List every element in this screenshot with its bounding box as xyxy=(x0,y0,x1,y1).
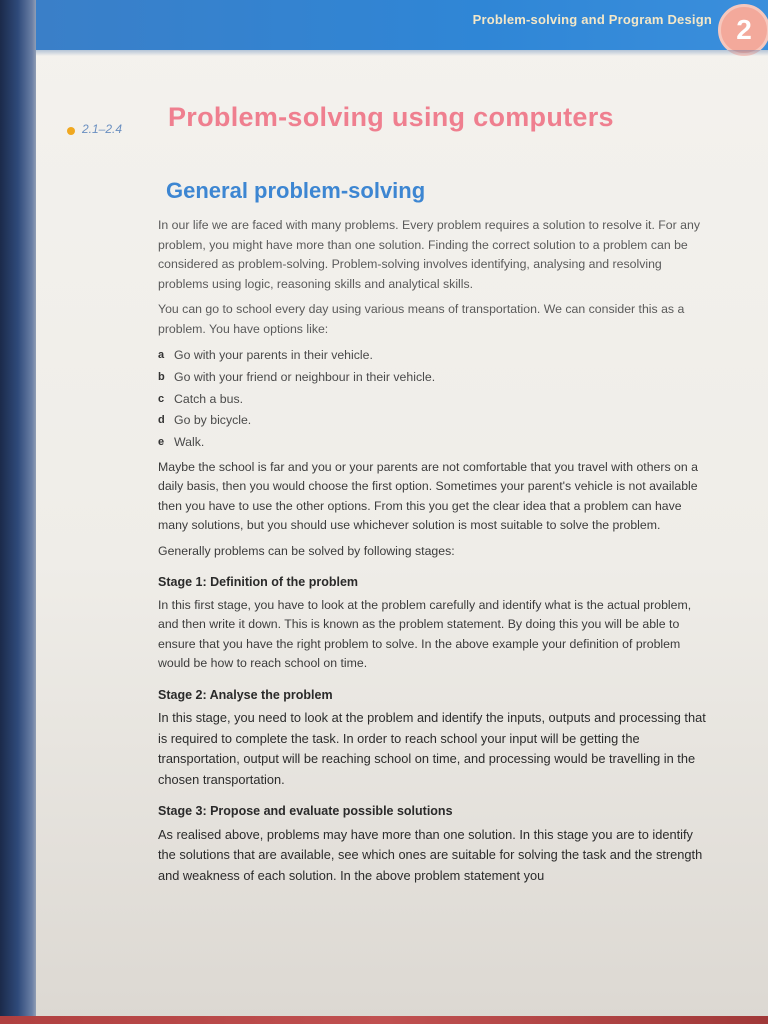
list-item xyxy=(158,345,706,367)
book-page xyxy=(36,0,768,1024)
syllabus-reference: 2.1–2.4 xyxy=(82,122,123,136)
bullet-dot-icon xyxy=(67,127,75,135)
chapter-number-badge: 2 xyxy=(718,4,768,56)
stage-1-paragraph: In this first stage, you have to look at the problem carefully and identify what is the actual problem, and then write it down. This is known as the problem statement. By doing this you will be able to ensure that you have the right problem to solve. In the above example your definition of problem would be how to reach school on time. xyxy=(158,597,692,671)
options-list xyxy=(158,345,706,454)
list-item xyxy=(158,410,706,432)
list-item-text: Catch a bus. xyxy=(174,391,244,406)
list-letter: c xyxy=(158,392,165,405)
list-item-text: Go with your friend or neighbour in their vehicle. xyxy=(174,369,436,384)
generally-paragraph: Generally problems can be solved by following stages: xyxy=(158,543,455,558)
list-item-text: Go with your parents in their vehicle. xyxy=(174,348,373,362)
stage-2-paragraph: In this stage, you need to look at the problem and identify the inputs, outputs and processing that is required to complete the task. In order to reach school your input will be getting the transportation, output will be reaching school on time, and processing would be travelling in the chosen transportation. xyxy=(158,710,706,787)
stage-3-paragraph: As realised above, problems may have more than one solution. In this stage you are to identify the solutions that are available, see which ones are suitable for solving the task and the strength and weakness of each solution. In the above problem statement you xyxy=(158,826,703,883)
stage-3-heading: Stage 3: Propose and evaluate possible solutions xyxy=(158,804,453,819)
section-heading: General problem-solving xyxy=(166,178,426,203)
list-letter: a xyxy=(158,349,165,361)
list-letter: b xyxy=(158,370,165,383)
chapter-header xyxy=(36,0,768,50)
stage-2-heading: Stage 2: Analyse the problem xyxy=(158,687,333,702)
list-item xyxy=(158,432,706,454)
list-letter: d xyxy=(158,414,165,427)
body-content xyxy=(158,216,706,892)
transport-paragraph: You can go to school every day using various means of transportation. We can consider this as a problem. You have options like: xyxy=(158,302,685,336)
chapter-title: Problem-solving and Program Design xyxy=(472,12,712,27)
stage-1-heading: Stage 1: Definition of the problem xyxy=(158,575,359,590)
list-letter: e xyxy=(158,436,165,449)
intro-paragraph: In our life we are faced with many problems. Every problem requires a solution to resolve it. For any problem, you might have more than one solution. Finding the correct solution to a problem can be considered as problem-solving. Problem-solving involves identifying, analysing and resolving problems using logic, reasoning skills and analytical skills. xyxy=(158,218,700,291)
list-item-text: Walk. xyxy=(174,435,205,450)
book-spine xyxy=(0,0,40,1024)
page-title: Problem-solving using computers xyxy=(168,102,614,132)
list-item xyxy=(158,367,706,389)
list-item xyxy=(158,389,706,411)
bottom-page-edge xyxy=(0,1016,768,1024)
list-item-text: Go by bicycle. xyxy=(174,413,252,428)
maybe-paragraph: Maybe the school is far and you or your parents are not comfortable that you travel with others on a daily basis, then you would choose the first option. Sometimes your parent's vehicle is not available then you have to use the other options. From this you get the clear idea that a problem can have many solutions, but you should use whichever solution is most suitable to solve the problem. xyxy=(158,459,698,533)
